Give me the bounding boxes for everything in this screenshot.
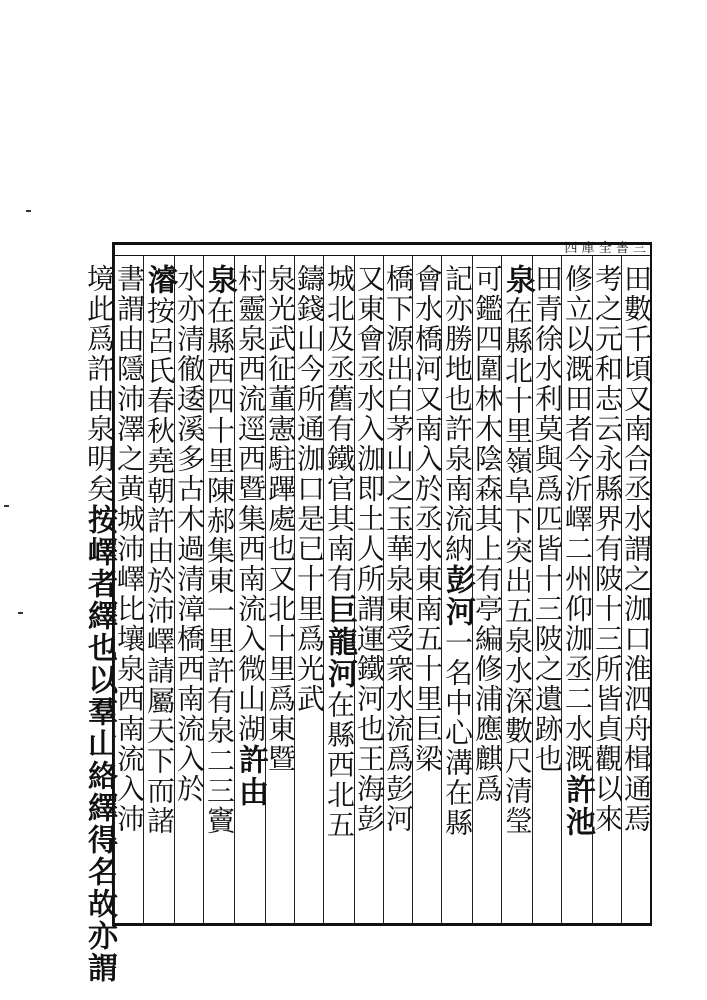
place-name-heading: 泉 <box>202 264 237 296</box>
column-text <box>264 264 297 923</box>
text-column <box>293 256 326 923</box>
column-text <box>560 264 595 923</box>
body-text: 在縣北十里嶺阜下突出五泉水深數尺清瑩 <box>501 296 534 836</box>
column-text <box>173 264 206 923</box>
body-text: 東南五十里巨梁 <box>411 564 444 774</box>
body-text: 可鑑四圍林木陰森其上有亭編修浦應麒爲 <box>471 264 504 804</box>
text-column <box>233 256 268 923</box>
column-text <box>382 264 415 923</box>
text-column <box>113 256 146 923</box>
body-text: 境此爲許由泉明矣 <box>83 264 116 504</box>
column-text <box>440 264 475 923</box>
place-name-heading: 濬 <box>142 264 177 296</box>
text-column <box>202 256 237 923</box>
text-columns <box>82 256 653 984</box>
text-column <box>500 256 535 923</box>
body-text: 田數千頃又南合丞水謂之泇口淮泗舟楫通焉 <box>620 264 653 834</box>
body-text: 在縣西四十里陳郝集東一里許有泉二三竇 <box>203 296 236 836</box>
place-name-heading: 泉 <box>500 264 535 296</box>
body-text: 又東會丞水入泇即土人所謂運鐵河也王海彭 <box>353 264 386 834</box>
column-text <box>142 264 177 923</box>
column-text <box>353 264 386 923</box>
text-column <box>142 256 177 923</box>
body-text: 村靈泉西流逕西暨集西南流入微山湖 <box>234 264 267 744</box>
book-page <box>82 241 653 984</box>
body-text: 按呂氏春秋堯朝許由於沛嶧請屬天下而諸 <box>143 296 176 836</box>
text-column <box>440 256 475 923</box>
body-text: 會水橋河又南入於丞水 <box>411 264 444 564</box>
margin-mark <box>4 505 9 507</box>
body-text: 書謂由隱沛澤之黄城沛嶧比壤泉西南流入沛 <box>113 264 146 834</box>
text-column <box>471 256 504 923</box>
place-name-heading: 許池 <box>560 774 595 838</box>
column-text <box>293 264 326 923</box>
margin-mark <box>18 612 23 614</box>
text-column <box>173 256 206 923</box>
column-text <box>531 264 564 923</box>
column-text <box>322 264 357 923</box>
text-column <box>411 256 444 923</box>
body-text: 修立以溉田者今沂嶧二州仰泇丞二水溉 <box>561 264 594 774</box>
text-column <box>353 256 386 923</box>
text-column <box>620 256 653 923</box>
column-text <box>82 264 117 984</box>
text-column <box>531 256 564 923</box>
place-name-heading: 按嶧者繹也以羣山絡繹得名故亦謂 <box>82 504 117 984</box>
column-text <box>411 264 444 923</box>
page-header: 四 庫 全 書 三 <box>112 242 652 256</box>
column-text <box>471 264 504 923</box>
body-text: 城北及丞舊有鐵官其南有 <box>323 264 356 594</box>
body-text: 田青徐水利莫與爲匹皆十三陂之遺跡也 <box>531 264 564 774</box>
text-column <box>82 256 117 984</box>
column-text <box>620 264 653 923</box>
column-text <box>500 264 535 923</box>
body-text: 鑄錢山今所通泇口是已 <box>293 264 326 564</box>
text-column <box>322 256 357 923</box>
place-name-heading: 巨龍河 <box>322 594 357 690</box>
column-text <box>113 264 146 923</box>
text-column <box>264 256 297 923</box>
body-text: 水亦清徹逶溪多古木過清漳橋西南流入於 <box>173 264 206 804</box>
margin-mark <box>26 210 31 212</box>
column-text <box>233 264 268 923</box>
place-name-heading: 彭河 <box>440 564 475 628</box>
text-column <box>591 256 624 923</box>
body-text: 記亦勝地也許泉南流納 <box>441 264 474 564</box>
body-text: 在縣西北五 <box>323 690 356 840</box>
text-column <box>560 256 595 923</box>
body-text: 一名中心溝在縣 <box>441 628 474 838</box>
body-text: 橋下源出白茅山之玉華泉東受衆水流爲彭河 <box>382 264 415 834</box>
body-text: 十里爲光武 <box>293 564 326 714</box>
column-text <box>591 264 624 923</box>
place-name-heading: 許由 <box>233 744 268 808</box>
body-text: 泉光武征董憲駐蹕處也又北十里爲東暨 <box>264 264 297 774</box>
body-text: 考之元和志云永縣界有陂十三所皆貞觀以來 <box>591 264 624 834</box>
column-text <box>202 264 237 923</box>
text-column <box>382 256 415 923</box>
